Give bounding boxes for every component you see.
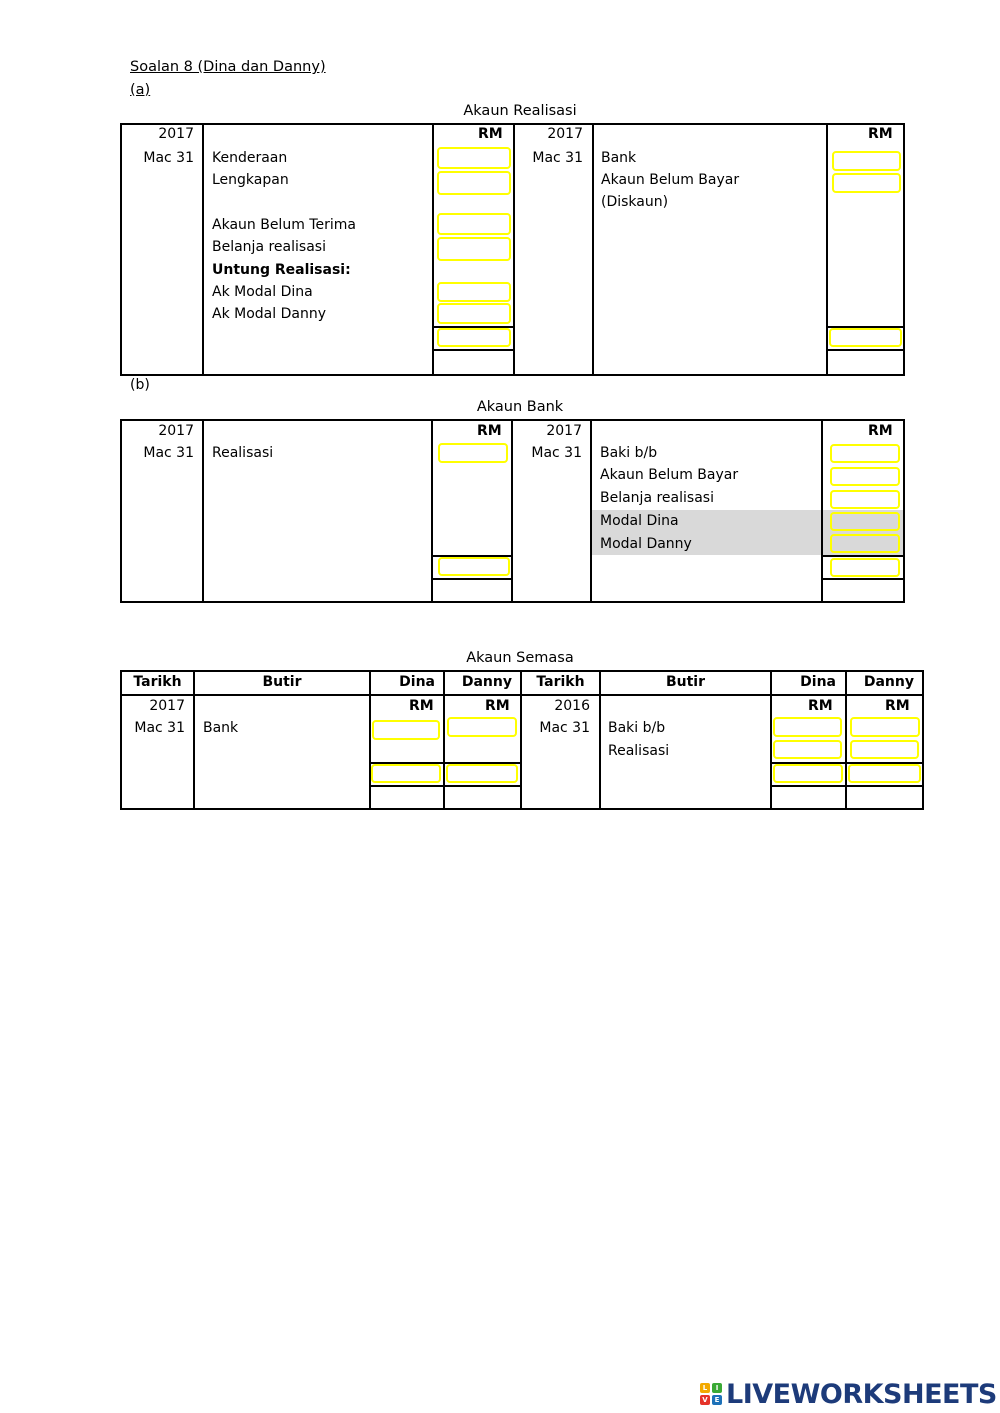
realisasi-left-item: Akaun Belum Terima <box>212 217 356 233</box>
semasa-left-year: 2017 <box>149 698 185 714</box>
realisasi-right-item: Akaun Belum Bayar <box>601 172 740 188</box>
realisasi-left-date: Mac 31 <box>143 150 194 166</box>
semasa-bank-dina-input[interactable] <box>372 720 440 740</box>
realisasi-left-total-input[interactable] <box>437 328 511 347</box>
semasa-left-total-dina-input[interactable] <box>371 764 441 783</box>
realisasi-right-year: 2017 <box>547 126 583 142</box>
realisasi-left-item: Belanja realisasi <box>212 239 326 255</box>
semasa-header-butir: Butir <box>665 674 706 690</box>
semasa-header-dina: Dina <box>399 674 435 690</box>
realisasi-bank-input[interactable] <box>832 151 901 171</box>
brand-text: LIVEWORKSHEETS <box>726 1378 997 1410</box>
semasa-realisasi-danny-input[interactable] <box>850 740 919 759</box>
bank-right-item: Modal Dina <box>600 513 679 529</box>
bank-realisasi-input[interactable] <box>438 443 508 463</box>
bank-left-date: Mac 31 <box>143 445 194 461</box>
bank-left-total-input[interactable] <box>438 557 510 576</box>
bank-right-rm: RM <box>868 423 893 439</box>
semasa-title: Akaun Semasa <box>466 650 574 666</box>
realisasi-left-rm: RM <box>478 126 503 142</box>
realisasi-left-item: Untung Realisasi: <box>212 262 351 278</box>
semasa-baki-dina-input[interactable] <box>773 717 842 737</box>
semasa-header-danny: Danny <box>461 674 512 690</box>
semasa-left-rm-danny: RM <box>485 698 510 714</box>
semasa-right-item: Baki b/b <box>608 720 666 736</box>
bank-akaun-belum-bayar-input[interactable] <box>830 467 900 486</box>
bank-baki-input[interactable] <box>830 444 900 463</box>
realisasi-left-item: Ak Modal Danny <box>212 306 326 322</box>
semasa-right-date: Mac 31 <box>539 720 590 736</box>
realisasi-right-item: (Diskaun) <box>601 194 669 210</box>
realisasi-kenderaan-input[interactable] <box>437 147 511 169</box>
realisasi-lengkapan-input[interactable] <box>437 171 511 195</box>
bank-title: Akaun Bank <box>476 399 564 415</box>
realisasi-right-item: Bank <box>601 150 637 166</box>
realisasi-modal-dina-input[interactable] <box>437 282 511 302</box>
logo-squares-icon: L I V E <box>700 1383 722 1405</box>
realisasi-left-item: Lengkapan <box>212 172 289 188</box>
realisasi-right-total-input[interactable] <box>829 328 902 347</box>
realisasi-akaun-belum-terima-input[interactable] <box>437 213 511 235</box>
realisasi-left-item: Ak Modal Dina <box>212 284 313 300</box>
bank-right-item: Belanja realisasi <box>600 490 714 506</box>
semasa-left-item: Bank <box>203 720 239 736</box>
bank-left-rm: RM <box>477 423 502 439</box>
realisasi-modal-danny-input[interactable] <box>437 303 511 324</box>
semasa-header-tarikh: Tarikh <box>536 674 585 690</box>
bank-right-date: Mac 31 <box>531 445 582 461</box>
realisasi-belanja-input[interactable] <box>437 237 511 261</box>
realisasi-akaun-belum-bayar-input[interactable] <box>832 173 901 193</box>
question-title: Soalan 8 (Dina dan Danny) <box>130 59 326 75</box>
bank-right-item: Akaun Belum Bayar <box>600 467 739 483</box>
semasa-left-rm-dina: RM <box>409 698 434 714</box>
part-a-label: (a) <box>130 82 151 98</box>
semasa-right-total-dina-input[interactable] <box>773 764 843 783</box>
bank-belanja-input[interactable] <box>830 490 900 509</box>
semasa-bank-danny-input[interactable] <box>447 717 517 737</box>
semasa-baki-danny-input[interactable] <box>850 717 920 737</box>
semasa-left-date: Mac 31 <box>134 720 185 736</box>
realisasi-left-item: Kenderaan <box>212 150 288 166</box>
realisasi-left-year: 2017 <box>158 126 194 142</box>
bank-left-item: Realisasi <box>212 445 274 461</box>
realisasi-right-date: Mac 31 <box>532 150 583 166</box>
semasa-header-dina: Dina <box>800 674 836 690</box>
semasa-header-tarikh: Tarikh <box>133 674 182 690</box>
bank-right-year: 2017 <box>546 423 582 439</box>
bank-modal-dina-input[interactable] <box>830 512 900 531</box>
semasa-header-danny: Danny <box>863 674 914 690</box>
semasa-right-rm-dina: RM <box>808 698 833 714</box>
semasa-right-rm-danny: RM <box>885 698 910 714</box>
bank-right-total-input[interactable] <box>830 558 900 577</box>
semasa-right-year: 2016 <box>554 698 590 714</box>
bank-right-item: Baki b/b <box>600 445 658 461</box>
realisasi-title: Akaun Realisasi <box>463 103 577 119</box>
semasa-header-butir: Butir <box>262 674 302 690</box>
semasa-right-item: Realisasi <box>608 743 670 759</box>
realisasi-right-rm: RM <box>868 126 893 142</box>
liveworksheets-logo <box>700 1380 997 1408</box>
bank-right-item: Modal Danny <box>600 536 692 552</box>
bank-modal-danny-input[interactable] <box>830 534 900 553</box>
part-b-label: (b) <box>130 377 150 393</box>
semasa-left-total-danny-input[interactable] <box>446 764 518 783</box>
bank-left-year: 2017 <box>158 423 194 439</box>
semasa-right-total-danny-input[interactable] <box>848 764 921 783</box>
semasa-realisasi-dina-input[interactable] <box>773 740 842 759</box>
